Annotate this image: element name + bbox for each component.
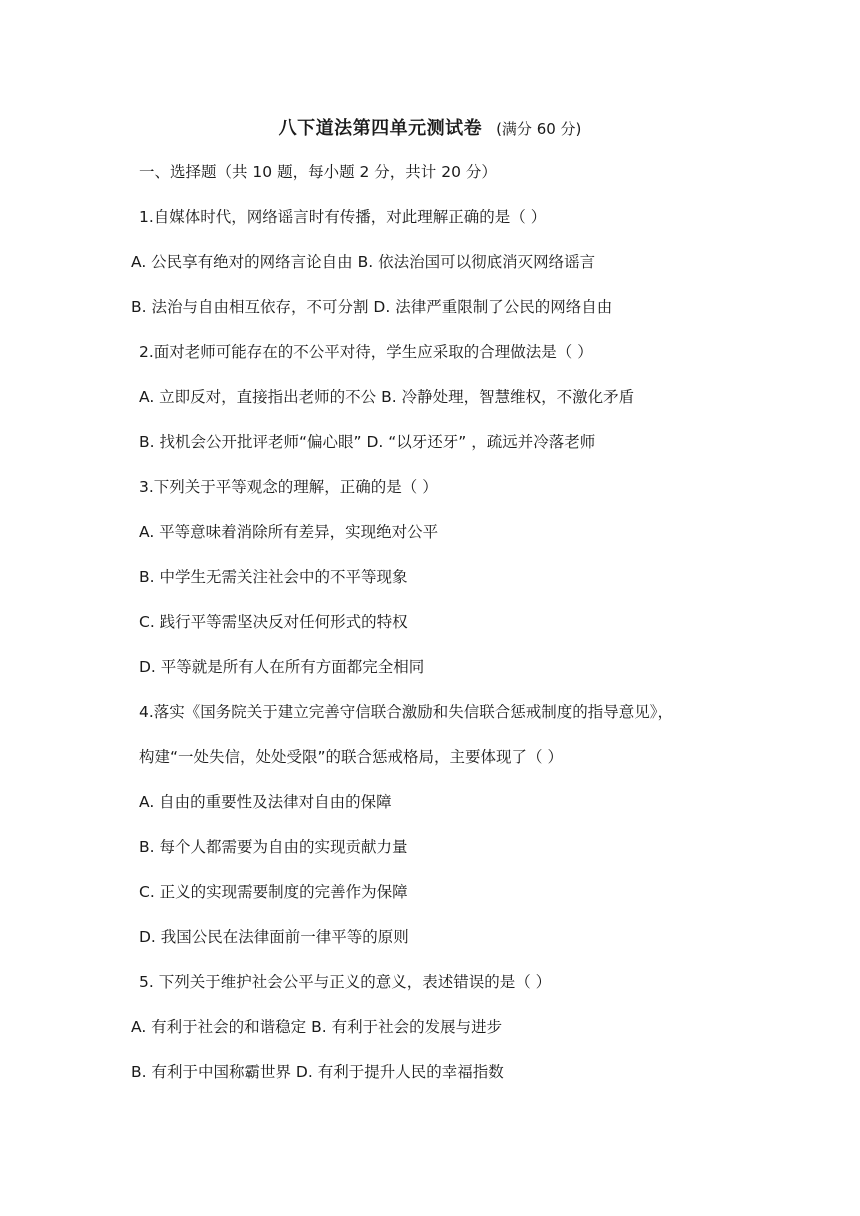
question-3-option-d: D. 平等就是所有人在所有方面都完全相同 <box>139 658 425 676</box>
question-1-options-ab: A. 公民享有绝对的网络言论自由 B. 依法治国可以彻底消灭网络谣言 <box>131 253 596 271</box>
question-3-option-b: B. 中学生无需关注社会中的不平等现象 <box>139 568 408 586</box>
document-title: 八下道法第四单元测试卷 <box>278 118 483 139</box>
question-2-stem: 2.面对老师可能存在的不公平对待，学生应采取的合理做法是（ ） <box>139 343 593 361</box>
question-4-option-c: C. 正义的实现需要制度的完善作为保障 <box>139 883 408 901</box>
question-3-option-c: C. 践行平等需坚决反对任何形式的特权 <box>139 613 408 631</box>
document-subtitle: (满分 60 分) <box>496 120 582 138</box>
question-3-stem: 3.下列关于平等观念的理解，正确的是（ ） <box>139 478 438 496</box>
question-3-option-a: A. 平等意味着消除所有差异，实现绝对公平 <box>139 523 439 541</box>
section-heading: 一、选择题（共 10 题，每小题 2 分，共计 20 分） <box>139 163 497 181</box>
question-2-options-ab: A. 立即反对，直接指出老师的不公 B. 冷静处理，智慧维权，不激化矛盾 <box>139 388 635 406</box>
question-4-stem-line-2: 构建“一处失信，处处受限”的联合惩戒格局，主要体现了（ ） <box>139 748 563 766</box>
question-4-option-b: B. 每个人都需要为自由的实现贡献力量 <box>139 838 408 856</box>
question-2-options-cd: B. 找机会公开批评老师“偏心眼” D. “以牙还牙” ，疏远并冷落老师 <box>139 433 596 451</box>
question-1-stem: 1.自媒体时代，网络谣言时有传播，对此理解正确的是（ ） <box>139 208 547 226</box>
question-4-stem-line-1: 4.落实《国务院关于建立完善守信联合激励和失信联合惩戒制度的指导意见》， <box>139 703 674 721</box>
question-4-option-a: A. 自由的重要性及法律对自由的保障 <box>139 793 392 811</box>
question-5-options-ab: A. 有利于社会的和谐稳定 B. 有利于社会的发展与进步 <box>131 1018 503 1036</box>
question-5-stem: 5. 下列关于维护社会公平与正义的意义，表述错误的是（ ） <box>139 973 552 991</box>
question-4-option-d: D. 我国公民在法律面前一律平等的原则 <box>139 928 409 946</box>
question-1-options-cd: B. 法治与自由相互依存，不可分割 D. 法律严重限制了公民的网络自由 <box>131 298 613 316</box>
question-5-options-cd: B. 有利于中国称霸世界 D. 有利于提升人民的幸福指数 <box>131 1063 504 1081</box>
title-row <box>0 114 860 140</box>
